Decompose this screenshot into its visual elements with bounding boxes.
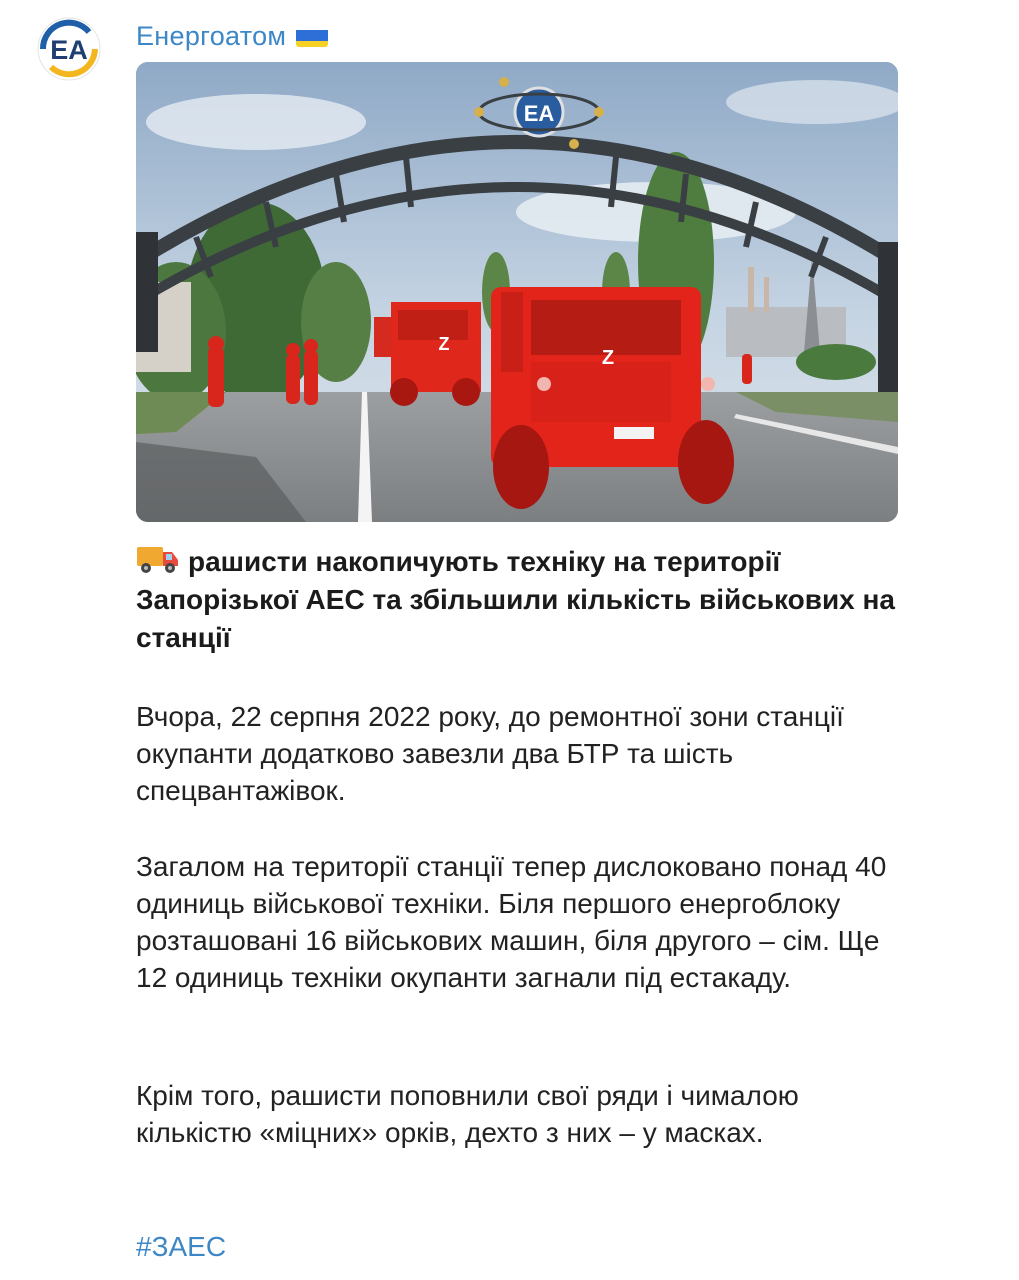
- post-photo[interactable]: [136, 62, 898, 522]
- post-paragraph-3: Крім того, рашисти поповнили свої ряди і чималою кількістю «міцних» орків, дехто з них – у масках.: [136, 1080, 799, 1148]
- hashtag-link[interactable]: #ЗАЕС: [136, 1231, 227, 1262]
- post-headline-text: рашисти накопичують техніку на території Запорізької АЕС та збільшили кількість військових на станції: [136, 546, 895, 653]
- channel-name-text[interactable]: Енергоатом: [136, 21, 287, 51]
- channel-name[interactable]: [136, 18, 328, 54]
- post-paragraph-1: Вчора, 22 серпня 2022 року, до ремонтної зони станції окупанти додатково завезли два БТР та шість спецвантажівок.: [136, 701, 844, 806]
- post-paragraph-2: Загалом на території станції тепер дислоковано понад 40 одиниць військової техніки. Біля першого енергоблоку розташовані 16 військових машин, біля другого – сім. Ще 12 одиниць техніки окупанти загнали під естакаду.: [136, 851, 887, 993]
- truck-marking-rear: Z: [438, 334, 450, 354]
- truck-emoji: [136, 543, 180, 575]
- vehicle-marking-front: Z: [601, 347, 615, 369]
- post-headline: [136, 543, 896, 657]
- ukraine-flag-icon: [296, 25, 328, 47]
- avatar-letters: ЕА: [50, 35, 88, 65]
- arch-logo-letters: ЕА: [523, 101, 555, 126]
- channel-avatar[interactable]: [37, 17, 101, 81]
